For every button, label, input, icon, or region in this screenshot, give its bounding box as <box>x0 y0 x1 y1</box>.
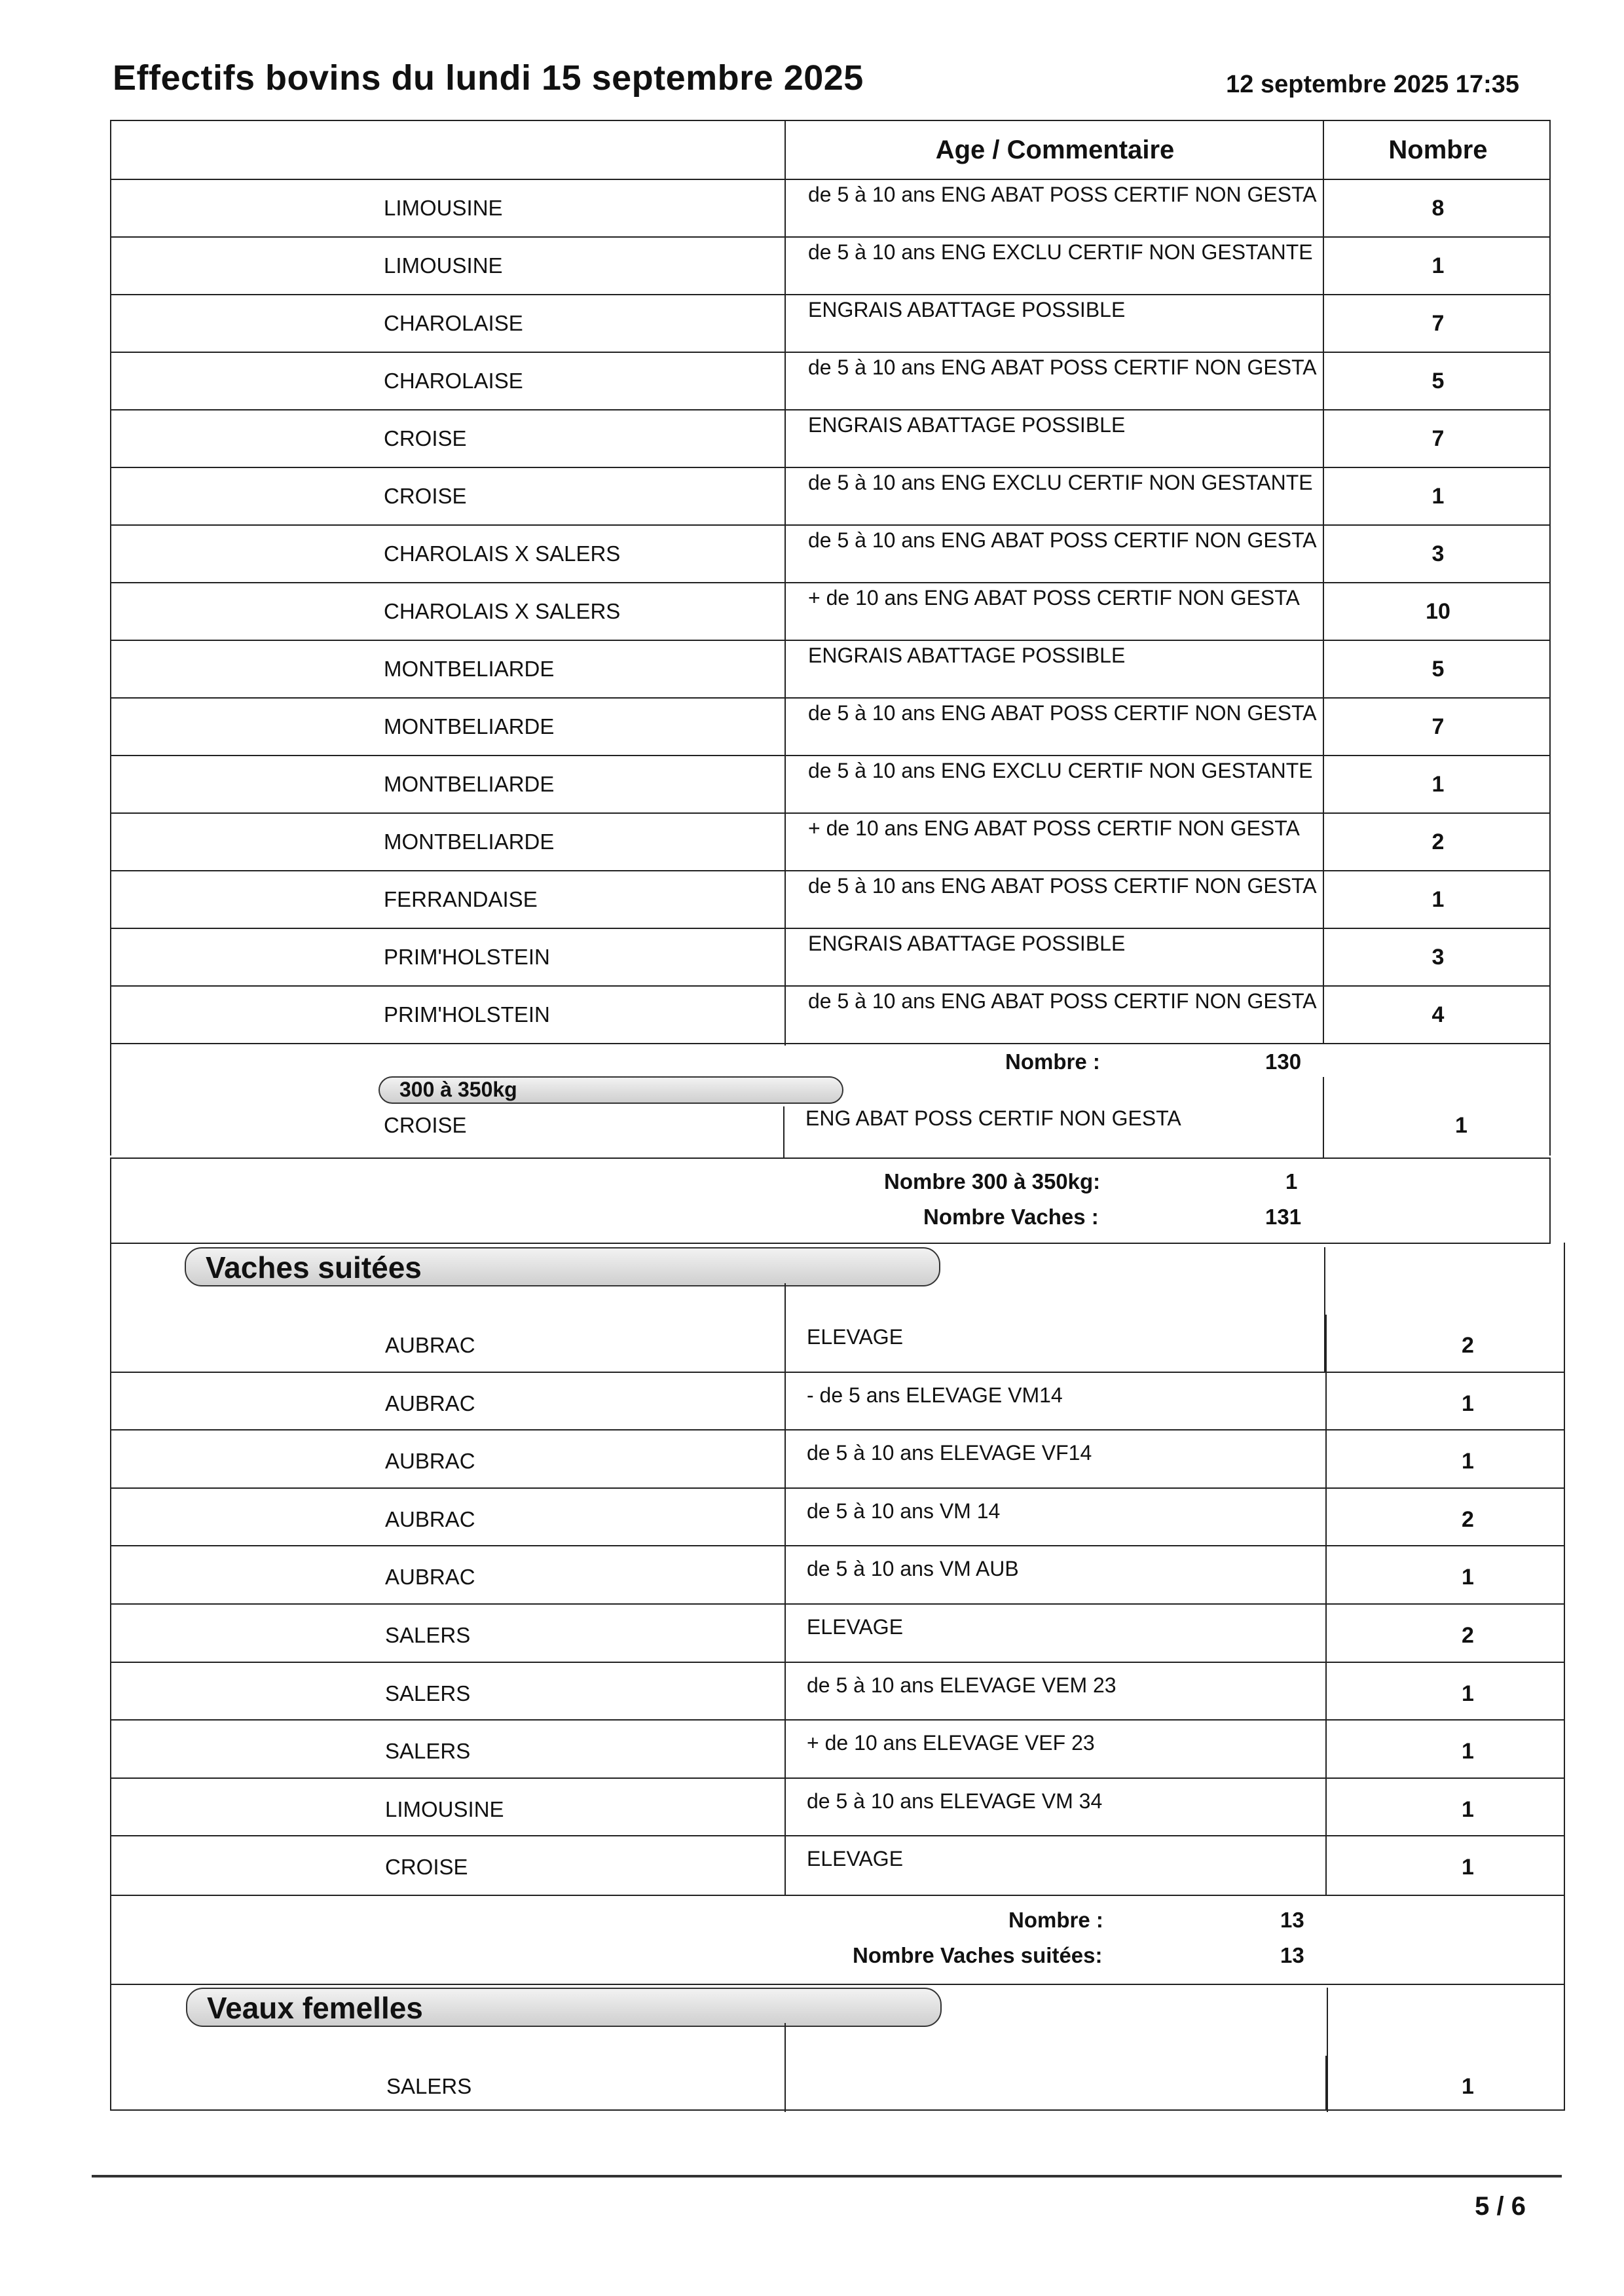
suitees-group-value: 13 <box>1280 1943 1304 1967</box>
row-comment: ENGRAIS ABATTAGE POSSIBLE <box>784 641 1323 700</box>
page-number: 5 / 6 <box>1475 2192 1526 2221</box>
col-divider <box>784 1373 786 1431</box>
row-breed: CROISE <box>384 484 467 508</box>
row-comment: de 5 à 10 ans ELEVAGE VF14 <box>807 1441 1092 1465</box>
row-breed: LIMOUSINE <box>385 1796 504 1821</box>
row-count: 1 <box>1323 871 1552 928</box>
vaches-total-label: Nombre Vaches : <box>923 1205 1099 1229</box>
row-divider <box>110 1372 1565 1373</box>
row-comment: de 5 à 10 ans ENG ABAT POSS CERTIF NON GESTA <box>784 987 1323 1046</box>
table-row <box>110 641 1551 699</box>
col-divider <box>1325 1779 1327 1837</box>
border-left <box>110 1157 111 1243</box>
suitees-group-label: Nombre Vaches suitées: <box>853 1943 1103 1967</box>
col-divider <box>1325 2056 1327 2109</box>
row-count: 1 <box>1462 1739 1474 1764</box>
row-count: 7 <box>1323 295 1552 352</box>
col-divider <box>1325 1546 1327 1605</box>
row-comment: + de 10 ans ENG ABAT POSS CERTIF NON GESTA <box>784 583 1323 642</box>
weight-row-comment: ENG ABAT POSS CERTIF NON GESTA <box>805 1106 1181 1130</box>
row-count: 1 <box>1462 1681 1474 1706</box>
row-divider <box>110 1157 1551 1159</box>
col-divider <box>784 1836 786 1895</box>
section-title: Veaux femelles <box>207 1991 423 2025</box>
row-comment: de 5 à 10 ans ELEVAGE VEM 23 <box>807 1673 1116 1697</box>
col-divider <box>1325 1489 1327 1547</box>
row-breed: CHAROLAIS X SALERS <box>384 599 621 623</box>
table-header <box>110 120 1551 180</box>
table-row <box>110 410 1551 468</box>
row-comment: de 5 à 10 ans ELEVAGE VM 34 <box>807 1789 1103 1813</box>
row-count: 1 <box>1462 1391 1474 1416</box>
col-divider <box>784 1489 786 1547</box>
row-count: 1 <box>1323 756 1552 812</box>
row-breed: PRIM'HOLSTEIN <box>384 945 550 969</box>
row-count: 1 <box>1323 468 1552 524</box>
row-comment: ELEVAGE <box>807 1615 904 1639</box>
header-comment: Age / Commentaire <box>784 121 1324 179</box>
row-divider <box>110 1777 1565 1779</box>
livestock-table <box>110 120 1551 1044</box>
row-count: 5 <box>1323 641 1552 697</box>
col-divider <box>1327 1988 1328 2112</box>
row-divider <box>110 1835 1565 1836</box>
table-row <box>110 929 1551 987</box>
row-divider <box>110 1662 1565 1663</box>
col-divider <box>1323 1077 1324 1159</box>
col-divider <box>1325 1373 1327 1431</box>
col-divider <box>784 1663 786 1721</box>
row-divider <box>110 1603 1565 1605</box>
row-breed: AUBRAC <box>385 1391 475 1415</box>
subtotal-value: 130 <box>1265 1049 1302 1074</box>
row-count: 1 <box>1462 1855 1474 1880</box>
col-divider <box>784 1721 786 1779</box>
page-title: Effectifs bovins du lundi 15 septembre 2025 <box>113 58 864 98</box>
row-count: 7 <box>1323 699 1552 755</box>
row-comment: ENGRAIS ABATTAGE POSSIBLE <box>784 295 1323 354</box>
row-breed: AUBRAC <box>385 1506 475 1531</box>
row-divider <box>110 1719 1565 1721</box>
row-breed: MONTBELIARDE <box>384 657 555 681</box>
row-count: 1 <box>1462 2074 1474 2099</box>
table-row <box>110 814 1551 871</box>
row-count: 1 <box>1462 1796 1474 1822</box>
weight-group-pill <box>378 1076 843 1104</box>
col-divider <box>784 1315 786 1373</box>
row-breed: SALERS <box>385 1739 471 1764</box>
table-row <box>110 353 1551 410</box>
row-divider <box>110 1545 1565 1546</box>
table-row <box>110 180 1551 238</box>
row-breed: FERRANDAISE <box>384 887 538 911</box>
row-breed: LIMOUSINE <box>384 253 503 278</box>
col-divider <box>784 1605 786 1663</box>
subtotal-label: Nombre : <box>1005 1049 1100 1074</box>
row-count: 2 <box>1462 1623 1474 1648</box>
table-row <box>110 871 1551 929</box>
row-count: 1 <box>1462 1565 1474 1590</box>
row-breed: CHAROLAIS X SALERS <box>384 541 621 566</box>
row-count: 3 <box>1323 929 1552 985</box>
table-row <box>110 468 1551 526</box>
col-divider <box>1325 1430 1327 1489</box>
row-comment: de 5 à 10 ans ENG EXCLU CERTIF NON GESTANTE <box>784 756 1323 815</box>
row-comment: de 5 à 10 ans ENG ABAT POSS CERTIF NON GESTA <box>784 526 1323 585</box>
row-count: 2 <box>1323 814 1552 870</box>
col-divider <box>1325 1605 1327 1663</box>
row-breed: CROISE <box>384 426 467 450</box>
table-row <box>110 238 1551 295</box>
suitees-total-label: Nombre : <box>1008 1908 1103 1932</box>
col-divider <box>1325 1663 1327 1721</box>
row-comment: de 5 à 10 ans ENG ABAT POSS CERTIF NON GESTA <box>784 353 1323 412</box>
border-left <box>110 1243 111 2110</box>
row-breed: MONTBELIARDE <box>384 829 555 854</box>
col-divider <box>784 1430 786 1489</box>
row-divider <box>110 1243 1551 1244</box>
suitees-total-value: 13 <box>1280 1908 1304 1932</box>
row-comment: + de 10 ans ELEVAGE VEF 23 <box>807 1731 1095 1755</box>
table-row <box>110 987 1551 1044</box>
border-left <box>110 1038 111 1156</box>
row-comment: - de 5 ans ELEVAGE VM14 <box>807 1383 1063 1407</box>
row-count: 3 <box>1323 526 1552 582</box>
row-breed: MONTBELIARDE <box>384 772 555 796</box>
row-count: 4 <box>1323 987 1552 1043</box>
row-count: 10 <box>1323 583 1552 640</box>
row-breed: LIMOUSINE <box>384 196 503 220</box>
row-comment: de 5 à 10 ans VM 14 <box>807 1499 1001 1523</box>
table-row <box>110 756 1551 814</box>
row-comment: de 5 à 10 ans ENG EXCLU CERTIF NON GESTANTE <box>784 238 1323 297</box>
row-count: 1 <box>1323 238 1552 294</box>
col-divider <box>784 1546 786 1605</box>
row-comment: ELEVAGE <box>807 1847 904 1871</box>
weight-group-label: 300 à 350kg <box>399 1078 517 1101</box>
weight-total-value: 1 <box>1285 1169 1298 1194</box>
row-breed: SALERS <box>386 2074 472 2098</box>
row-breed: MONTBELIARDE <box>384 714 555 738</box>
col-divider <box>783 1106 784 1159</box>
weight-total-label: Nombre 300 à 350kg: <box>884 1169 1101 1194</box>
row-divider <box>110 1429 1565 1430</box>
row-divider <box>110 1984 1565 1985</box>
header-count: Nombre <box>1323 121 1552 179</box>
row-count: 2 <box>1462 1506 1474 1532</box>
border-right <box>1564 1243 1565 2110</box>
section-vaches-suitees <box>185 1247 940 1286</box>
row-divider <box>110 1487 1565 1489</box>
table-row <box>110 699 1551 756</box>
row-breed: PRIM'HOLSTEIN <box>384 1002 550 1027</box>
border-right <box>1549 1038 1551 1156</box>
table-row <box>110 583 1551 641</box>
weight-row-breed: CROISE <box>384 1113 467 1137</box>
row-breed: SALERS <box>385 1681 471 1705</box>
row-count: 2 <box>1462 1333 1474 1358</box>
row-divider <box>110 2109 1565 2111</box>
row-comment: ELEVAGE <box>807 1325 904 1349</box>
row-count: 5 <box>1323 353 1552 409</box>
table-row <box>110 526 1551 583</box>
row-breed: AUBRAC <box>385 1333 475 1357</box>
row-comment: de 5 à 10 ans ENG ABAT POSS CERTIF NON GESTA <box>784 699 1323 757</box>
print-date: 12 septembre 2025 17:35 <box>1226 71 1519 98</box>
table-row <box>110 295 1551 353</box>
col-divider <box>784 1779 786 1837</box>
section-title: Vaches suitées <box>206 1250 422 1285</box>
col-divider <box>1325 1315 1327 1373</box>
row-comment: de 5 à 10 ans ENG EXCLU CERTIF NON GESTANTE <box>784 468 1323 527</box>
col-divider <box>1325 1721 1327 1779</box>
section-veaux-femelles <box>186 1988 942 2027</box>
footer-rule <box>92 2175 1562 2178</box>
row-comment: ENGRAIS ABATTAGE POSSIBLE <box>784 929 1323 988</box>
row-comment: de 5 à 10 ans ENG ABAT POSS CERTIF NON GESTA <box>784 871 1323 930</box>
col-divider <box>1325 1836 1327 1895</box>
row-breed: SALERS <box>385 1623 471 1647</box>
weight-row-count: 1 <box>1455 1113 1467 1138</box>
vaches-total-value: 131 <box>1265 1205 1302 1229</box>
row-count: 7 <box>1323 410 1552 467</box>
vaches-rows <box>110 180 1551 1044</box>
row-breed: AUBRAC <box>385 1449 475 1474</box>
row-divider <box>110 1895 1565 1896</box>
row-comment: ENGRAIS ABATTAGE POSSIBLE <box>784 410 1323 469</box>
col-divider <box>784 2056 786 2109</box>
row-breed: CROISE <box>385 1855 468 1880</box>
row-comment: + de 10 ans ENG ABAT POSS CERTIF NON GESTA <box>784 814 1323 873</box>
row-breed: CHAROLAISE <box>384 369 523 393</box>
border-right <box>1549 1157 1551 1243</box>
row-comment: de 5 à 10 ans VM AUB <box>807 1557 1019 1581</box>
row-comment: de 5 à 10 ans ENG ABAT POSS CERTIF NON GESTA <box>784 180 1323 239</box>
row-breed: CHAROLAISE <box>384 311 523 335</box>
row-breed: AUBRAC <box>385 1565 475 1590</box>
row-count: 1 <box>1462 1449 1474 1474</box>
row-count: 8 <box>1323 180 1552 236</box>
